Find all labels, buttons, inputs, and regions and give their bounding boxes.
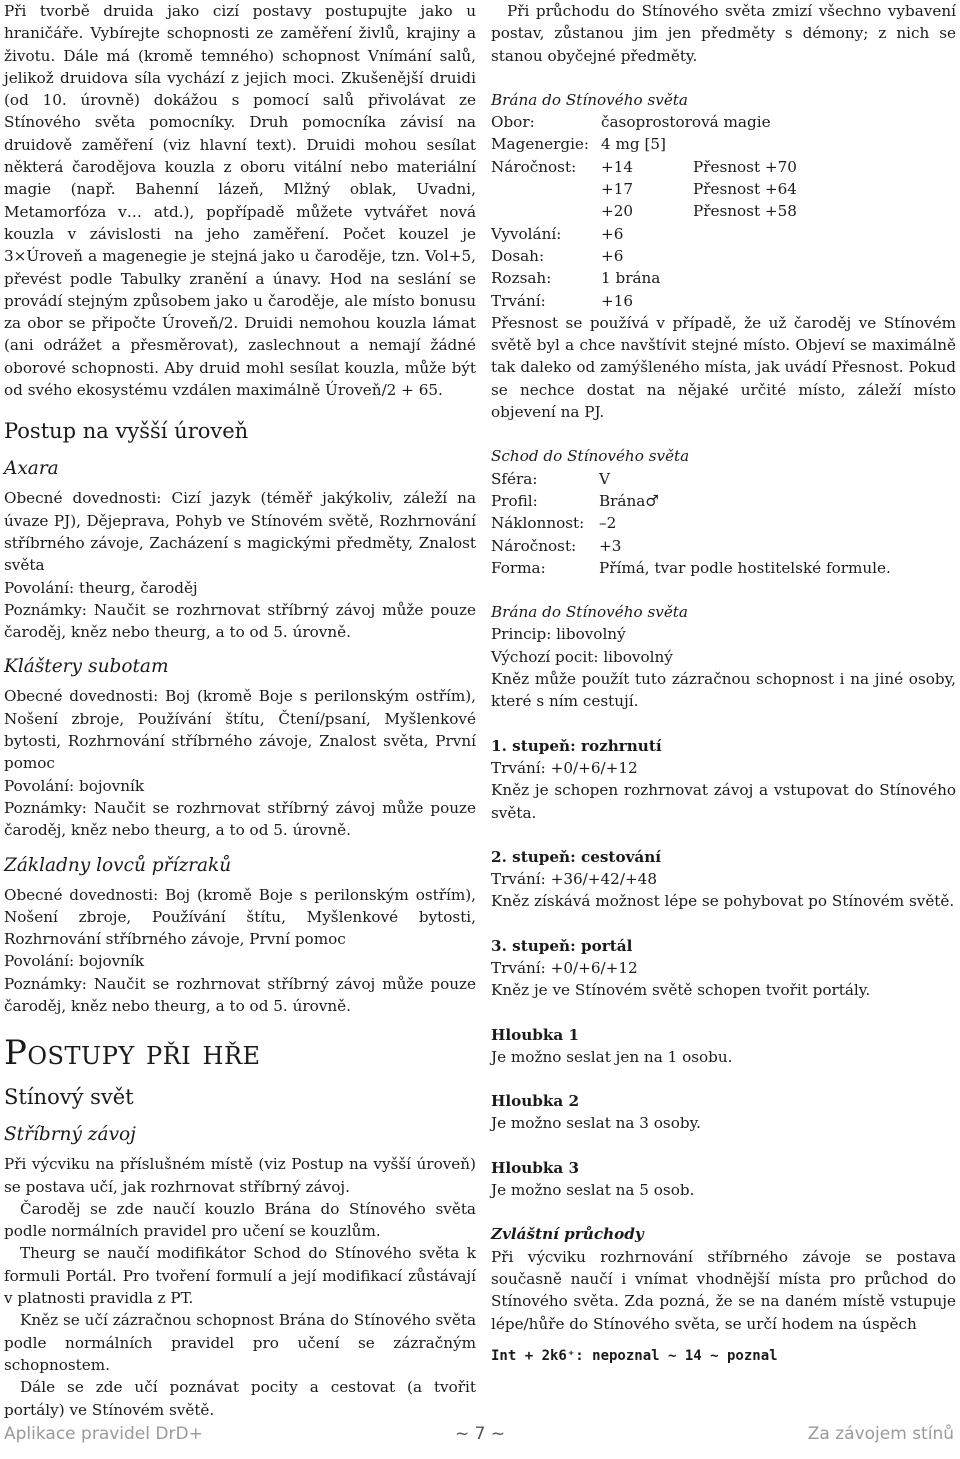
stat-value: 4 mg [5] xyxy=(601,135,666,154)
special-passages xyxy=(491,1223,956,1367)
paragraph: Dále se zde učí poznávat pocity a cestovat (a tvořit portály) ve Stínovém světě. xyxy=(4,1378,476,1419)
stat-value: Brána♂ xyxy=(599,491,659,510)
page-footer xyxy=(0,1424,960,1454)
stat-row xyxy=(491,468,956,490)
stat-value: –2 xyxy=(599,514,617,533)
stat-value: Přesnost +70 xyxy=(693,157,797,176)
value: Cizí jazyk (téměř jakýkoliv, záleží na úvaze PJ), Dějeprava, Pohyb ve Stínovém světě, Rozhrnování stříbrného závoje, Zacházení s magickými předměty, Znalost světa xyxy=(4,489,477,575)
footer-left: Aplikace pravidel DrD+ xyxy=(4,1424,203,1444)
value: bojovník xyxy=(78,952,145,971)
value: bojovník xyxy=(78,776,145,795)
stat-row xyxy=(491,267,956,289)
value: Naučit se rozhrnovat stříbrný závoj může pouze čaroděj, kněz nebo theurg, a to od 5. úrovně. xyxy=(4,974,477,1015)
stat-value: +16 xyxy=(601,291,634,310)
miracle-princip: Princip: libovolný xyxy=(491,625,626,644)
miracle-description: Kněz může použít tuto zázračnou schopnost i na jiné osoby, které s ním cestují. xyxy=(491,670,956,711)
label: Obecné dovednosti: xyxy=(4,489,162,508)
stat-row xyxy=(491,512,956,534)
left-column xyxy=(4,0,476,1421)
stat-row xyxy=(491,178,956,200)
level-duration: Trvání: +0/+6/+12 xyxy=(491,958,638,977)
value: theurg, čaroděj xyxy=(78,578,198,597)
value: Boj (kromě Boje s perilonským ostřím), Nošení zbroje, Používání štítu, Myšlenkové bytosti, Rozhrnování stříbrného závoje, První pomoc xyxy=(4,885,477,949)
miracle-title: Brána do Stínového světa xyxy=(491,603,688,622)
level-2 xyxy=(491,846,956,913)
depth-1 xyxy=(491,1024,956,1069)
stat-value: Přímá, tvar podle hostitelské formule. xyxy=(599,558,891,577)
stat-value: +14 xyxy=(601,157,634,176)
roll-formula: Int + 2k6⁺: nepoznal ~ 14 ~ poznal xyxy=(491,1347,778,1364)
paragraph: Kněz se učí zázračnou schopnost Brána do Stínového světa podle normálních pravidel pro učení se zázračným schopnostem. xyxy=(4,1311,476,1374)
heading-stribrny: Stříbrný závoj xyxy=(4,1124,136,1146)
miracle-pocit: Výchozí pocit: libovolný xyxy=(491,647,673,666)
level-title: 1. stupeň: rozhrnutí xyxy=(491,736,662,755)
axara-poznamky xyxy=(4,599,476,644)
stat-value: +3 xyxy=(599,536,622,555)
label: Povolání: xyxy=(4,952,75,971)
stat-key: Forma: xyxy=(491,558,546,577)
heading-postup: Postup na vyšší úroveň xyxy=(4,419,249,444)
level-duration: Trvání: +0/+6/+12 xyxy=(491,758,638,777)
stat-value: časoprostorová magie xyxy=(601,113,771,132)
stat-row xyxy=(491,245,956,267)
level-text: Kněz je ve Stínovém světě schopen tvořit portály. xyxy=(491,981,871,1000)
depth-3 xyxy=(491,1157,956,1202)
shadow-intro: Při průchodu do Stínového světa zmizí všechno vybavení postav, zůstanou jim jen předměty s démony; z nich se stanou obyčejné předměty. xyxy=(491,2,956,65)
stat-row xyxy=(491,156,956,178)
stat-key: Trvání: xyxy=(491,291,546,310)
level-duration: Trvání: +36/+42/+48 xyxy=(491,870,657,889)
footer-right: Za závojem stínů xyxy=(807,1424,954,1444)
brana-spell xyxy=(491,89,956,423)
level-1 xyxy=(491,735,956,824)
paragraph: Čaroděj se zde naučí kouzlo Brána do Stínového světa podle normálních pravidel pro učení se kouzlům. xyxy=(4,1199,476,1241)
zaklady-povolani xyxy=(4,950,476,972)
stat-row xyxy=(491,557,956,579)
stat-row xyxy=(491,290,956,312)
spell-description: Přesnost se používá v případě, že už čaroděj ve Stínovém světě byl a chce navštívit stejné místo. Objeví se maximálně tak daleko od zamýšleného místa, jak uvádí Přesnost. Pokud se nechce dostat na nějaké určité místo, záleží místo objevení na PJ. xyxy=(491,313,956,422)
zaklady-obecne xyxy=(4,884,476,951)
stat-value: Přesnost +64 xyxy=(693,180,797,199)
level-title: 2. stupeň: cestování xyxy=(491,847,662,866)
stat-key: Dosah: xyxy=(491,246,545,265)
depth-text: Je možno seslat jen na 1 osobu. xyxy=(491,1047,733,1066)
brana-miracle xyxy=(491,601,956,712)
stat-row xyxy=(491,490,956,512)
label: Poznámky: xyxy=(4,974,87,993)
klastery-poznamky xyxy=(4,797,476,842)
level-text: Kněz je schopen rozhrnovat závoj a vstupovat do Stínového světa. xyxy=(491,781,956,822)
label: Poznámky: xyxy=(4,600,87,619)
stat-row xyxy=(491,111,956,133)
value: Naučit se rozhrnovat stříbrný závoj může pouze čaroděj, kněz nebo theurg, a to od 5. úrovně. xyxy=(4,798,477,840)
stat-key: Obor: xyxy=(491,113,535,132)
heading-zaklady: Základny lovců přízraků xyxy=(4,854,232,876)
stat-row xyxy=(491,200,956,222)
stat-value: +6 xyxy=(601,224,624,243)
axara-povolani xyxy=(4,577,476,599)
value: Boj (kromě Boje s perilonským ostřím), Nošení zbroje, Používání štítu, Čtení/psaní, Myšlenkové bytosti, Rozhrnování stříbrného závoje, Znalost světa, První pomoc xyxy=(4,687,477,773)
schod-modifier xyxy=(491,445,956,579)
stat-key: Rozsah: xyxy=(491,269,552,288)
stat-row xyxy=(491,223,956,245)
stat-key: Sféra: xyxy=(491,469,538,488)
heading-stinovy: Stínový svět xyxy=(4,1085,134,1110)
zaklady-poznamky xyxy=(4,973,476,1018)
stat-value: +20 xyxy=(601,202,634,221)
stat-value: 1 brána xyxy=(601,269,661,288)
stat-row xyxy=(491,133,956,155)
value: Naučit se rozhrnovat stříbrný závoj může pouze čaroděj, kněz nebo theurg, a to od 5. úrovně. xyxy=(4,600,477,642)
label: Poznámky: xyxy=(4,798,87,817)
stat-key: Náklonnost: xyxy=(491,514,585,533)
label: Povolání: xyxy=(4,776,75,795)
spell-title: Brána do Stínového světa xyxy=(491,90,688,109)
stat-value: +17 xyxy=(601,180,634,199)
heading-klastery: Klášterу subotam xyxy=(4,656,169,678)
paragraph: Při výcviku na příslušném místě (viz Postup na vyšší úroveň) se postava učí, jak rozhrnovat stříbrný závoj. xyxy=(4,1155,476,1196)
stat-key: Náročnost: xyxy=(491,536,577,555)
klastery-povolani xyxy=(4,775,476,797)
stat-key: Profil: xyxy=(491,491,538,510)
level-text: Kněz získává možnost lépe se pohybovat po Stínovém světě. xyxy=(491,892,955,911)
axara-obecne xyxy=(4,487,476,576)
label: Obecné dovednosti: xyxy=(4,885,159,904)
depth-title: Hloubka 3 xyxy=(491,1158,580,1177)
special-text: Při výcviku rozhrnování stříbrného závoje se postava současně naučí i vnímat vhodnější místa pro průchod do Stínového světa. Zda pozná, že se na daném místě vstupuje lépe/hůře do Stínového světa, se určí hodem na úspěch xyxy=(491,1247,956,1333)
heading-axara: Axara xyxy=(4,458,59,480)
depth-text: Je možno seslat na 3 osoby. xyxy=(491,1114,701,1133)
stat-key: Náročnost: xyxy=(491,157,577,176)
stat-value: Přesnost +58 xyxy=(693,202,797,221)
page-number: ~ 7 ~ xyxy=(454,1424,506,1444)
depth-title: Hloubka 1 xyxy=(491,1025,580,1044)
depth-text: Je možno seslat na 5 osob. xyxy=(491,1181,695,1200)
level-title: 3. stupeň: portál xyxy=(491,936,633,955)
stat-row xyxy=(491,535,956,557)
druid-intro: Při tvorbě druida jako cizí postavy postupujte jako u hraničáře. Vybírejte schopnosti ze zaměření živlů, krajiny a životu. Dále má (kromě temného) schopnost Vnímání salů, jelikož druidova síla vychází z jejich moci. Zkušenější druidi (od 10. úrovně) dokážou s pomocí salů přivolávat ze Stínového světa pomocníky. Druh pomocníka závisí na druidově zaměření (viz hlavní text). Druidi mohou sesílat některá čarodějova kouzla z oboru vitální nebo materiální magie (např. Bahenní lázeň, Mlžný oblak, Uvadni, Metamorfóza v… atd.), popřípadě můžete vytvářet nová kouzla v závislosti na jeho zaměření. Počet kouzel je 3×Úroveň a magenegie je stejná jako u čaroděje, tzn. Vol+5, převést podle Tabulky zranění a únavy. Hod na seslání se provádí stejným způsobem jako u čaroděje, ale místo bonusu za obor se připočte Úroveň/2. Druidi nemohou kouzla lámat (ani odrážet a přesměrovat), zaslechnout a nemají žádné oborové schopnosti. Aby druid mohl sesílat kouzla, může být od svého ekosystému vzdálen maximálně Úroveň/2 + 65. xyxy=(4,2,476,400)
heading-postupy: Postupy při hře xyxy=(4,1033,261,1074)
level-3 xyxy=(491,935,956,1002)
stat-value: +6 xyxy=(601,246,624,265)
stat-key: Vyvolání: xyxy=(491,224,562,243)
paragraph: Theurg se naučí modifikátor Schod do Stínového světa k formuli Portál. Pro tvoření formulí a její modifikací zůstávají v platnosti pravidla z PT. xyxy=(4,1244,476,1308)
depth-2 xyxy=(491,1090,956,1135)
special-title: Zvláštní průchody xyxy=(491,1225,644,1244)
label: Obecné dovednosti: xyxy=(4,687,159,706)
stat-value: V xyxy=(599,469,610,488)
label: Povolání: xyxy=(4,578,75,597)
klastery-obecne xyxy=(4,685,476,774)
right-column xyxy=(491,0,956,1367)
stat-key: Magenergie: xyxy=(491,135,590,154)
modifier-title: Schod do Stínového světa xyxy=(491,447,690,466)
depth-title: Hloubka 2 xyxy=(491,1092,580,1111)
